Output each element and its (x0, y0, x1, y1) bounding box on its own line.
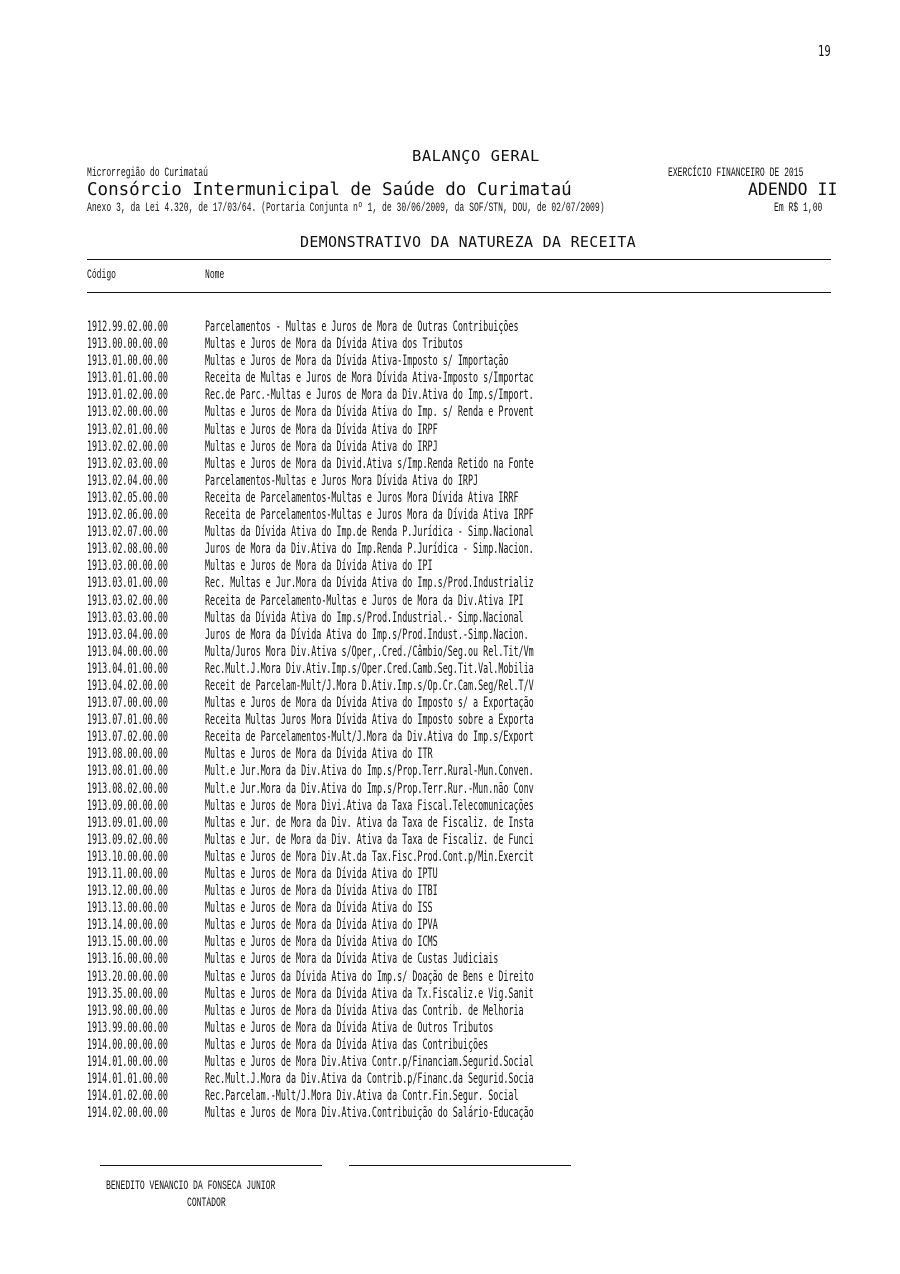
table-row (87, 951, 847, 968)
table-row (87, 883, 847, 900)
row-name: Multas e Juros de Mora da Divid.Ativa s/Imp.Renda Retido na Fonte (205, 455, 534, 472)
table-row (87, 422, 847, 439)
table-row (87, 934, 847, 951)
row-code: 1913.02.01.00.00 (87, 421, 168, 438)
row-name: Multas da Dívida Ativa do Imp.s/Prod.Industrial.- Simp.Nacional (205, 609, 524, 626)
row-code: 1913.08.02.00.00 (87, 780, 168, 797)
header-divider-top (87, 259, 831, 260)
table-row (87, 439, 847, 456)
row-name: Multas e Juros de Mora da Dívida Ativa do Imp. s/ Renda e Provent (205, 404, 534, 421)
row-name: Mult.e Jur.Mora da Div.Ativa do Imp.s/Prop.Terr.Rur.-Mun.não Conv (205, 780, 534, 797)
row-code: 1913.16.00.00.00 (87, 951, 168, 968)
table-row (87, 507, 847, 524)
signatory-name: BENEDITO VENANCIO DA FONSECA JUNIOR (106, 1178, 276, 1193)
row-name: Receit de Parcelam-Mult/J.Mora D.Ativ.Imp.s/Op.Cr.Cam.Seg/Rel.T/V (205, 677, 534, 694)
row-code: 1913.07.00.00.00 (87, 695, 168, 712)
row-name: Parcelamentos-Multas e Juros Mora Dívida Ativa do IRPJ (205, 472, 479, 489)
row-code: 1913.02.07.00.00 (87, 524, 168, 541)
table-row (87, 336, 847, 353)
row-name: Multas e Juros de Mora Div.At.da Tax.Fisc.Prod.Cont.p/Min.Exercit (205, 848, 534, 865)
row-code: 1913.99.00.00.00 (87, 1019, 168, 1036)
row-name: Multas e Juros de Mora da Dívida Ativa das Contribuições (205, 1036, 489, 1053)
row-name: Receita de Parcelamento-Multas e Juros de Mora da Div.Ativa IPI (205, 592, 524, 609)
row-name: Rec.Mult.J.Mora da Div.Ativa da Contrib.p/Financ.da Segurid.Socia (205, 1071, 534, 1088)
table-row (87, 798, 847, 815)
table-row (87, 1003, 847, 1020)
row-name: Multas da Dívida Ativa do Imp.de Renda P.Jurídica - Simp.Nacional (205, 524, 534, 541)
table-row (87, 456, 847, 473)
table-row (87, 524, 847, 541)
row-name: Multas e Juros de Mora da Dívida Ativa de Custas Judiciais (205, 951, 499, 968)
row-code: 1913.15.00.00.00 (87, 934, 168, 951)
table-row (87, 1088, 847, 1105)
row-code: 1913.03.00.00.00 (87, 558, 168, 575)
row-code: 1914.00.00.00.00 (87, 1036, 168, 1053)
table-row (87, 319, 847, 336)
row-name: Multas e Juros de Mora da Dívida Ativa do ICMS (205, 934, 438, 951)
table-row (87, 695, 847, 712)
column-header-code: Código (87, 267, 117, 282)
table-row (87, 832, 847, 849)
table-row (87, 917, 847, 934)
revenue-list (87, 319, 847, 1122)
row-code: 1913.10.00.00.00 (87, 848, 168, 865)
table-row (87, 610, 847, 627)
row-name: Multas e Juros de Mora da Dívida Ativa do IRPF (205, 421, 438, 438)
row-name: Multas e Juros de Mora Div.Ativa.Contribuição do Salário-Educação (205, 1105, 534, 1122)
row-code: 1912.99.02.00.00 (87, 319, 168, 335)
row-code: 1913.02.03.00.00 (87, 455, 168, 472)
currency-unit: Em R$ 1,00 (774, 200, 823, 215)
row-name: Multas e Juros de Mora da Dívida Ativa do ISS (205, 900, 433, 917)
row-name: Juros de Mora da Dívida Ativa do Imp.s/Prod.Indust.-Simp.Nacion. (205, 626, 529, 643)
signature-line-left (100, 1165, 322, 1166)
row-code: 1914.01.01.00.00 (87, 1071, 168, 1088)
column-header-name: Nome (205, 267, 225, 282)
row-name: Multas e Juros da Dívida Ativa do Imp.s/ Doação de Bens e Direito (205, 968, 534, 985)
table-row (87, 490, 847, 507)
row-name: Multas e Juros de Mora da Dívida Ativa do ITR (205, 746, 433, 763)
entity-name: Consórcio Intermunicipal de Saúde do Curimataú (87, 180, 572, 200)
table-row (87, 558, 847, 575)
row-code: 1913.14.00.00.00 (87, 917, 168, 934)
row-code: 1913.08.00.00.00 (87, 746, 168, 763)
row-name: Multas e Juros de Mora da Dívida Ativa do ITBI (205, 883, 438, 900)
table-row (87, 781, 847, 798)
row-code: 1913.02.08.00.00 (87, 541, 168, 558)
table-row (87, 815, 847, 832)
table-row (87, 712, 847, 729)
row-name: Multas e Juros de Mora da Dívida Ativa do IRPJ (205, 438, 438, 455)
row-code: 1913.13.00.00.00 (87, 900, 168, 917)
row-code: 1913.04.02.00.00 (87, 677, 168, 694)
fiscal-year-label: EXERCÍCIO FINANCEIRO DE 2015 (668, 165, 804, 180)
table-row (87, 370, 847, 387)
table-row (87, 644, 847, 661)
row-code: 1913.04.00.00.00 (87, 643, 168, 660)
row-code: 1913.35.00.00.00 (87, 985, 168, 1002)
row-name: Multas e Juros de Mora da Dívida Ativa de Outros Tributos (205, 1019, 494, 1036)
table-row (87, 1037, 847, 1054)
region-label: Microrregião do Curimataú (87, 165, 208, 180)
row-code: 1913.09.00.00.00 (87, 797, 168, 814)
row-code: 1913.07.02.00.00 (87, 729, 168, 746)
row-name: Multas e Juros de Mora da Dívida Ativa do Imposto s/ a Exportação (205, 695, 534, 712)
table-row (87, 353, 847, 370)
row-name: Multa/Juros Mora Div.Ativa s/Oper,.Cred./Câmbio/Seg.ou Rel.Tit/Vm (205, 643, 534, 660)
page-number: 19 (818, 42, 831, 60)
row-name: Multas e Juros de Mora da Dívida Ativa dos Tributos (205, 336, 463, 353)
row-code: 1913.03.02.00.00 (87, 592, 168, 609)
signature-line-right (349, 1165, 571, 1166)
table-row (87, 900, 847, 917)
table-row (87, 1105, 847, 1122)
row-name: Multas e Juros de Mora da Dívida Ativa do IPTU (205, 866, 438, 882)
row-code: 1913.01.00.00.00 (87, 353, 168, 370)
table-row (87, 473, 847, 490)
row-name: Multas e Jur. de Mora da Div. Ativa da Taxa de Fiscaliz. de Insta (205, 814, 534, 831)
row-code: 1913.09.02.00.00 (87, 831, 168, 848)
row-name: Multas e Juros de Mora Divi.Ativa da Taxa Fiscal.Telecomunicações (205, 797, 534, 814)
row-code: 1913.02.02.00.00 (87, 438, 168, 455)
table-row (87, 678, 847, 695)
row-code: 1913.03.04.00.00 (87, 626, 168, 643)
row-code: 1913.11.00.00.00 (87, 866, 168, 882)
header-divider-bottom (87, 292, 831, 293)
table-row (87, 763, 847, 780)
row-name: Receita Multas Juros Mora Dívida Ativa do Imposto sobre a Exporta (205, 712, 534, 729)
row-code: 1914.01.00.00.00 (87, 1054, 168, 1071)
row-name: Receita de Parcelamentos-Multas e Juros Mora Dívida Ativa IRRF (205, 489, 519, 506)
row-code: 1913.07.01.00.00 (87, 712, 168, 729)
table-row (87, 986, 847, 1003)
row-code: 1913.12.00.00.00 (87, 883, 168, 900)
row-code: 1913.20.00.00.00 (87, 968, 168, 985)
table-row (87, 627, 847, 644)
addendum-label: ADENDO II (748, 180, 838, 199)
row-code: 1913.00.00.00.00 (87, 336, 168, 353)
row-name: Multas e Juros de Mora da Dívida Ativa-Imposto s/ Importação (205, 353, 509, 370)
table-row (87, 661, 847, 678)
table-row (87, 729, 847, 746)
row-name: Rec.de Parc.-Multas e Juros de Mora da Div.Ativa do Imp.s/Import. (205, 387, 534, 404)
signatory-role: CONTADOR (187, 1195, 226, 1210)
table-row (87, 575, 847, 592)
row-name: Receita de Multas e Juros de Mora Dívida Ativa-Imposto s/Importac (205, 370, 534, 387)
row-name: Rec. Multas e Jur.Mora da Dívida Ativa do Imp.s/Prod.Industrializ (205, 575, 534, 592)
table-row (87, 849, 847, 866)
row-code: 1913.01.01.00.00 (87, 370, 168, 387)
row-code: 1913.09.01.00.00 (87, 814, 168, 831)
table-row (87, 404, 847, 421)
row-name: Juros de Mora da Div.Ativa do Imp.Renda P.Jurídica - Simp.Nacion. (205, 541, 534, 558)
row-code: 1913.03.03.00.00 (87, 609, 168, 626)
row-name: Multas e Jur. de Mora da Div. Ativa da Taxa de Fiscaliz. de Funci (205, 831, 534, 848)
table-row (87, 866, 847, 883)
row-name: Multas e Juros de Mora da Dívida Ativa das Contrib. de Melhoria (205, 1002, 524, 1019)
row-name: Multas e Juros de Mora da Dívida Ativa do IPVA (205, 917, 438, 934)
row-name: Multas e Juros de Mora da Dívida Ativa do IPI (205, 558, 433, 575)
row-code: 1913.98.00.00.00 (87, 1002, 168, 1019)
table-row (87, 387, 847, 404)
row-name: Rec.Parcelam.-Mult/J.Mora Div.Ativa da Contr.Fin.Segur. Social (205, 1088, 519, 1105)
row-code: 1913.04.01.00.00 (87, 660, 168, 677)
row-code: 1913.02.06.00.00 (87, 507, 168, 524)
document-title: BALANÇO GERAL (412, 147, 540, 165)
row-code: 1913.03.01.00.00 (87, 575, 168, 592)
table-row (87, 541, 847, 558)
row-code: 1913.08.01.00.00 (87, 763, 168, 780)
table-row (87, 1054, 847, 1071)
row-name: Receita de Parcelamentos-Mult/J.Mora da Div.Ativa do Imp.s/Export (205, 729, 534, 746)
row-code: 1914.01.02.00.00 (87, 1088, 168, 1105)
table-row (87, 1071, 847, 1088)
table-row (87, 969, 847, 986)
row-name: Multas e Juros de Mora da Dívida Ativa da Tx.Fiscaliz.e Vig.Sanit (205, 985, 534, 1002)
row-code: 1913.02.04.00.00 (87, 472, 168, 489)
table-row (87, 746, 847, 763)
row-name: Mult.e Jur.Mora da Div.Ativa do Imp.s/Prop.Terr.Rural-Mun.Conven. (205, 763, 534, 780)
row-name: Parcelamentos - Multas e Juros de Mora de Outras Contribuições (205, 319, 519, 335)
table-row (87, 593, 847, 610)
legal-reference: Anexo 3, da Lei 4.320, de 17/03/64. (Portaria Conjunta nº 1, de 30/06/2009, da SOF/STN, DOU, de 02/07/2009) (87, 200, 605, 215)
row-code: 1913.02.00.00.00 (87, 404, 168, 421)
row-code: 1913.02.05.00.00 (87, 489, 168, 506)
row-name: Rec.Mult.J.Mora Div.Ativ.Imp.s/Oper.Cred.Camb.Seg.Tit.Val.Mobilia (205, 660, 534, 677)
row-name: Receita de Parcelamentos-Multas e Juros Mora da Dívida Ativa IRPF (205, 507, 534, 524)
table-row (87, 1020, 847, 1037)
row-code: 1914.02.00.00.00 (87, 1105, 168, 1122)
report-title: DEMONSTRATIVO DA NATUREZA DA RECEITA (300, 233, 636, 251)
row-name: Multas e Juros de Mora Div.Ativa Contr.p/Financiam.Segurid.Social (205, 1054, 534, 1071)
row-code: 1913.01.02.00.00 (87, 387, 168, 404)
